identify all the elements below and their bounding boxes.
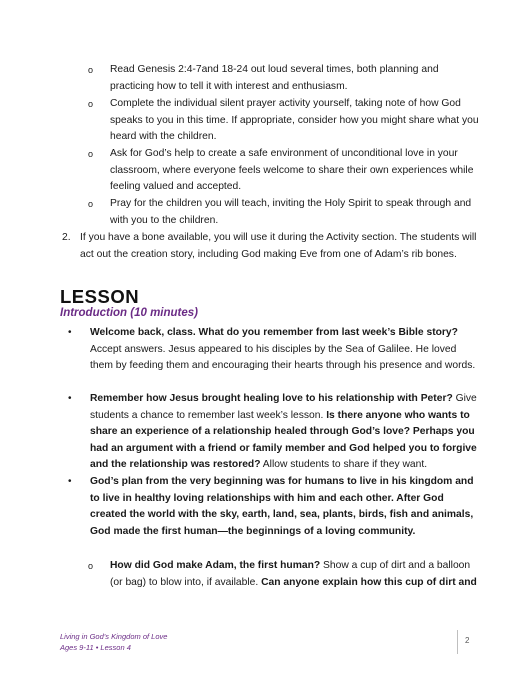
bullet-icon: • [68, 393, 72, 404]
numbered-item-text: If you have a bone available, you will use it during the Activity section. The students will act out the creation story, including God making Eve from one of Adam’s rib bones. [80, 232, 477, 260]
sub-bold-text: How did God make Adam, the first human? [110, 560, 321, 571]
numbered-item-2 [62, 230, 480, 263]
sub-bold-text-2: Can anyone explain how this cup of dirt and [261, 576, 477, 588]
prep-item-2 [88, 96, 480, 146]
footer-course-info [60, 631, 167, 653]
bullet-text-2: Allow students to share if they want. [260, 459, 428, 471]
prep-item-text: Read Genesis 2:4-7and 18-24 out loud several times, both planning and practicing how to tell it with interest and enthusiasm. [110, 64, 439, 92]
prep-item-4 [88, 196, 480, 229]
prep-item-1 [88, 62, 480, 95]
bullet-icon: • [68, 327, 72, 338]
bullet-icon: • [68, 476, 72, 487]
sub-bullet-icon: o [88, 149, 94, 159]
sub-bullet-icon: o [88, 65, 94, 75]
footer-course-age-lesson: Ages 9-11 • Lesson 4 [60, 643, 131, 652]
bullet-item-2 [68, 391, 482, 474]
prep-item-text: Ask for God’s help to create a safe environment of unconditional love in your classroom, where everyone feels welcome to share their own experiences while feeling valued and accepted. [110, 148, 474, 193]
item-number: 2. [62, 232, 71, 243]
page-number: 2 [465, 636, 470, 645]
intro-heading: Introduction (10 minutes) [60, 307, 198, 319]
bullet-item-1 [68, 325, 482, 375]
sub-bullet-icon: o [88, 561, 94, 571]
bullet-item-3 [68, 474, 482, 540]
bullet-text: Accept answers. Jesus appeared to his disciples by the Sea of Galilee. He loved them by feeding them and encouraging their hearts through his presence and words. [90, 343, 476, 372]
prep-item-text: Pray for the children you will teach, inviting the Holy Spirit to speak through and with you to the children. [110, 198, 472, 226]
bullet-bold-text: God’s plan from the very beginning was for humans to live in his kingdom and to live in healthy loving relationships with him and each other. After God created the world with the sky, earth, land, sea, plants, birds, fish and animals, God made the first human—the beginnings of a loving community. [90, 476, 474, 537]
footer-divider [457, 630, 458, 654]
bullet-bold-text: Remember how Jesus brought healing love to his relationship with Peter? [90, 393, 453, 404]
bullet-bold-text: Welcome back, class. What do you remember from last week’s Bible story? [90, 327, 458, 338]
lesson-title: LESSON [60, 286, 140, 307]
prep-item-text: Complete the individual silent prayer activity yourself, taking note of how God speaks to you in this time. If appropriate, consider how you might share what you heard with the children. [110, 98, 479, 143]
adam-sub-item [88, 558, 480, 591]
prep-item-3 [88, 146, 480, 196]
bullet-text: Give students a chance to remember last week’s lesson. [90, 393, 477, 421]
sub-bullet-icon: o [88, 99, 94, 109]
bullet-bold-text-2: Is there anyone who wants to share an experience of a relationship healed through God’s love? Perhaps you had an argument with a friend or family member and God helped you to forgive and the relationship was restored? [90, 409, 477, 471]
footer-course-title: Living in God’s Kingdom of Love [60, 632, 168, 641]
sub-bullet-icon: o [88, 199, 94, 209]
sub-text: Show a cup of dirt and a balloon (or bag) to blow into, if available. [110, 560, 471, 588]
